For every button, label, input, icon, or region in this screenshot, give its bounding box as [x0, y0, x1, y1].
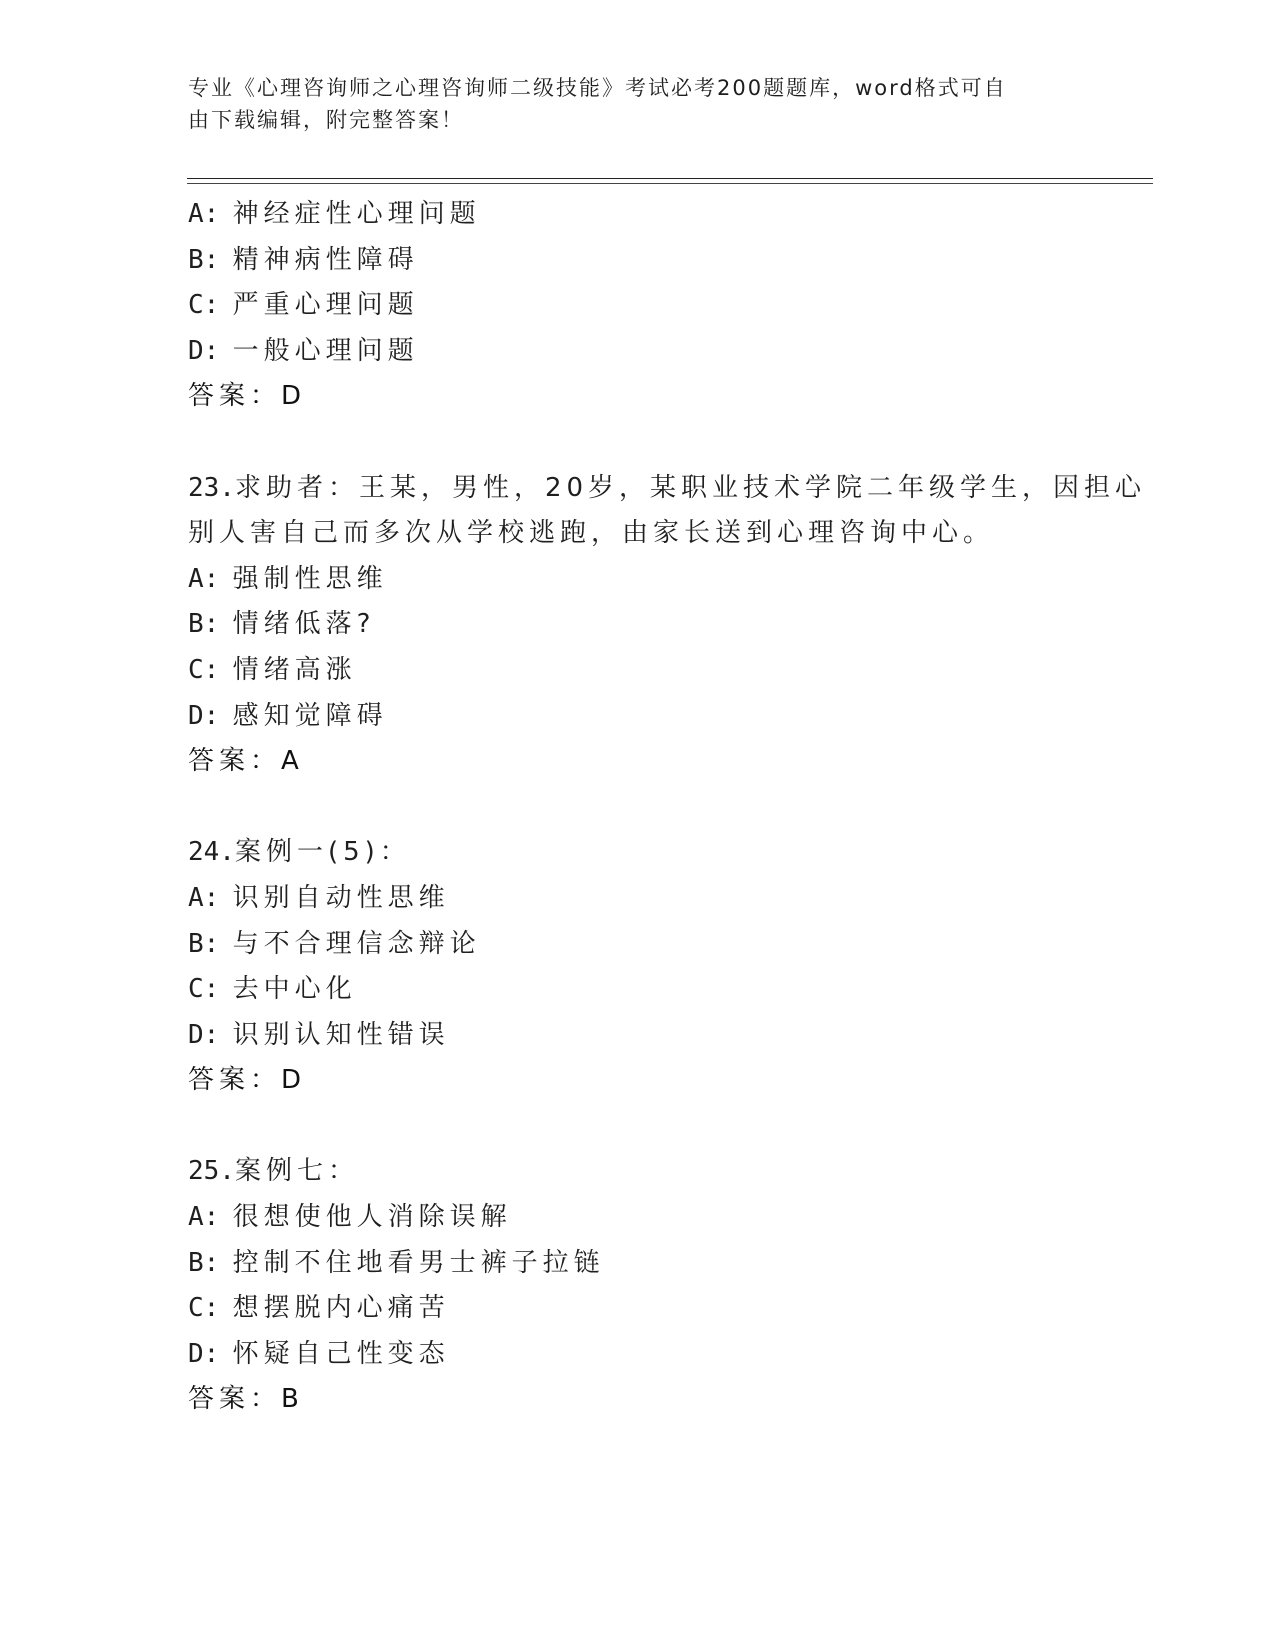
- question-25: [188, 1149, 1118, 1423]
- header-line-2: 由下载编辑，附完整答案！: [188, 108, 464, 132]
- question-number: 25.: [188, 1156, 235, 1187]
- option-b: B: 情绪低落?: [188, 609, 376, 640]
- question-number: 23.: [188, 472, 235, 503]
- header-divider-secondary: [187, 183, 1153, 184]
- answer-line: 答案：D: [188, 381, 307, 412]
- option-a: A: 神经症性心理问题: [188, 199, 481, 229]
- option-a: A: 识别自动性思维: [188, 882, 450, 913]
- document-header: [188, 72, 1068, 136]
- question-23: [188, 466, 1147, 785]
- option-b: B: 精神病性障碍: [188, 244, 419, 275]
- spacer: [188, 420, 1118, 466]
- option-a: A: 很想使他人消除误解: [188, 1202, 512, 1233]
- question-stem: 25.案例七：: [188, 1156, 359, 1187]
- question-stem: 24.案例一(5)：: [188, 837, 411, 868]
- option-c: C: 严重心理问题: [188, 290, 419, 321]
- option-b: B: 控制不住地看男士裤子拉链: [188, 1247, 605, 1278]
- option-d: D: 一般心理问题: [188, 335, 419, 366]
- question-number: 24.: [188, 837, 235, 868]
- question-list: [188, 192, 1147, 1423]
- question-24: [188, 830, 1118, 1104]
- option-d: D: 怀疑自己性变态: [188, 1338, 450, 1369]
- option-c: C: 想摆脱内心痛苦: [188, 1293, 450, 1324]
- option-a: A: 强制性思维: [188, 563, 388, 594]
- answer-line: 答案：A: [188, 746, 304, 777]
- spacer: [188, 785, 1118, 831]
- option-d: D: 识别认知性错误: [188, 1019, 450, 1050]
- option-d: D: 感知觉障碍: [188, 700, 388, 731]
- header-divider: [187, 178, 1153, 179]
- answer-line: 答案：D: [188, 1065, 307, 1096]
- option-c: C: 去中心化: [188, 974, 357, 1005]
- spacer: [188, 1104, 1118, 1150]
- header-line-1: 专业《心理咨询师之心理咨询师二级技能》考试必考200题题库，word格式可自: [188, 76, 1007, 100]
- answer-line: 答案：B: [188, 1384, 304, 1415]
- question-stem: 23.求助者：王某，男性，20岁，某职业技术学院二年级学生，因担心: [188, 472, 1147, 503]
- option-b: B: 与不合理信念辩论: [188, 928, 481, 959]
- option-c: C: 情绪高涨: [188, 654, 357, 685]
- question-stem-continued: 别人害自己而多次从学校逃跑，由家长送到心理咨询中心。: [188, 518, 995, 549]
- question-22: [188, 192, 1118, 420]
